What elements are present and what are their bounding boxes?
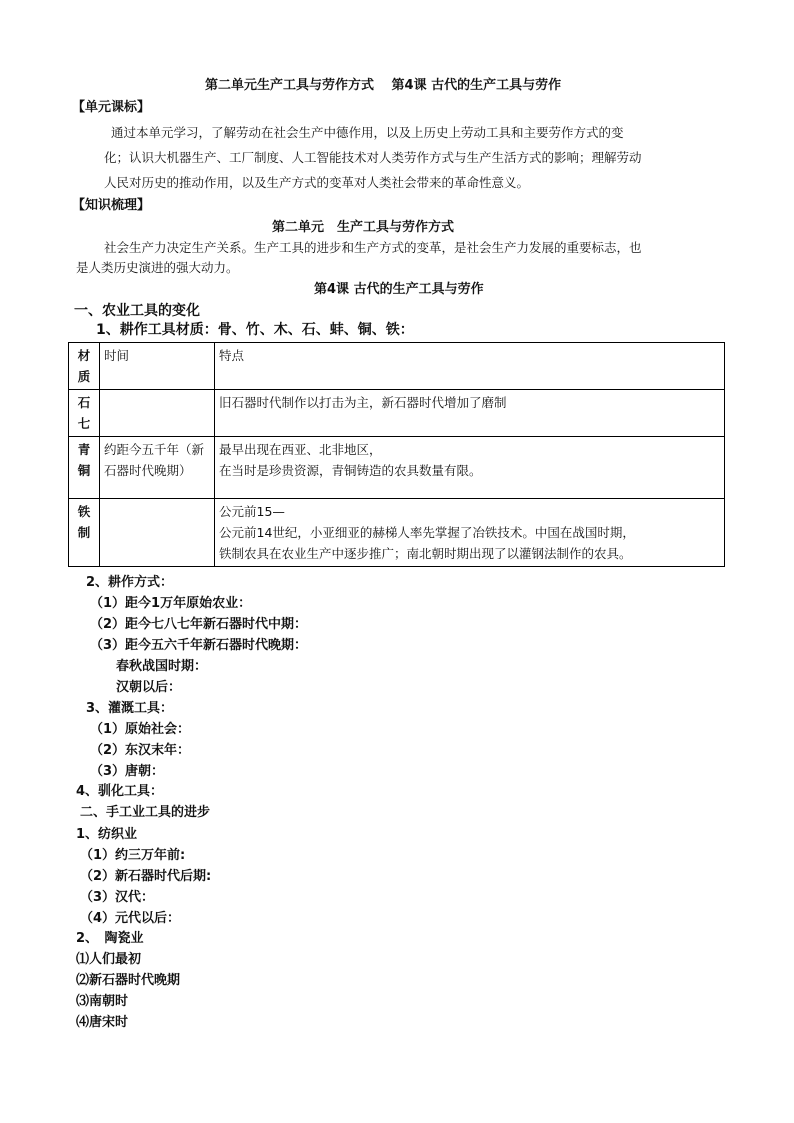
cell-time [100, 499, 215, 567]
page-title: 第二单元生产工具与劳作方式 第4课 古代的生产工具与劳作 [205, 78, 562, 93]
table-row [69, 390, 725, 437]
header-time: 时间 [100, 343, 215, 390]
feature-line [219, 501, 720, 522]
header-features: 特点 [215, 343, 725, 390]
feature-line: 在当时是珍贵资源，青铜铸造的农具数量有限。 [219, 463, 482, 478]
unit-intro-line: 是人类历史演进的强大动力。 [76, 260, 239, 275]
unit-intro-line: 社会生产力决定生产关系。生产工具的进步和生产方式的变革，是社会生产力发展的重要标志，也 [104, 240, 642, 255]
header-material: 材质 [69, 343, 100, 390]
table-row [69, 437, 725, 499]
unit-heading: 第二单元 生产工具与劳作方式 [272, 220, 455, 235]
section-title: 二、手工业工具的进步 [80, 805, 211, 820]
feature-line: 公元前14世纪，小亚细亚的赫梯人率先掌握了冶铁技术。中国在战国时期， [219, 525, 635, 540]
cell-features [215, 390, 725, 437]
sub-item: ⑷唐宋时 [76, 1015, 129, 1030]
feature-line: 旧石器时代制作以打击为主，新石器时代增加了磨制 [219, 395, 507, 410]
sub-item: ⑴人们最初 [76, 952, 142, 967]
cell-features [215, 437, 725, 499]
sub-item: （3）距今五六千年新石器时代晚期： [90, 638, 308, 653]
cell-time: 约距今五千年（新石器时代晚期） [100, 437, 215, 499]
section-title: 一、农业工具的变化 [74, 303, 200, 319]
unit-goal-line: 人民对历史的推动作用，以及生产方式的变革对人类社会带来的革命性意义。 [104, 175, 530, 190]
knowledge-label: 【知识梳理】 [72, 198, 151, 213]
cell-material: 铁制 [69, 499, 100, 567]
sub-item: （3）唐朝： [90, 764, 165, 779]
sub-item: ⑵新石器时代晚期 [76, 973, 181, 988]
cell-time [100, 390, 215, 437]
table-row [69, 499, 725, 567]
cell-material: 青铜 [69, 437, 100, 499]
sub-item: （3）汉代： [80, 890, 155, 905]
materials-table [68, 342, 725, 567]
item-heading: 4、驯化工具： [76, 784, 164, 799]
feature-text: 公元前15— [219, 504, 285, 519]
item-heading: 3、灌溉工具： [86, 701, 174, 716]
unit-goal-line: 通过本单元学习，了解劳动在社会生产中德作用，以及上历史上劳动工具和主要劳作方式的变 [111, 125, 624, 140]
item-heading: 1、耕作工具材质：骨、竹、木、石、蚌、铜、铁： [96, 322, 414, 338]
sub-item: ⑶南朝时 [76, 994, 129, 1009]
feature-line: 铁制农具在农业生产中逐步推广；南北朝时期出现了以灌钢法制作的农具。 [219, 546, 632, 561]
item-heading: 2、耕作方式： [86, 575, 174, 590]
sub-item: （2）距今七八七年新石器时代中期： [90, 617, 308, 632]
sub-item: （1）距今1万年原始农业： [90, 596, 252, 611]
sub-item: （4）元代以后： [80, 911, 181, 926]
sub-item: （2）东汉末年： [90, 743, 191, 758]
unit-goal-line: 化；认识大机器生产、工厂制度、人工智能技术对人类劳作方式与生产生活方式的影响；理解劳动 [104, 150, 642, 165]
item-heading: 1、纺织业 [76, 827, 138, 842]
unit-goal-label: 【单元课标】 [72, 100, 151, 115]
item-heading: 2、 陶瓷业 [76, 931, 144, 946]
sub-item: （2）新石器时代后期: [80, 869, 212, 884]
cell-features [215, 499, 725, 567]
lesson-heading: 第4课 古代的生产工具与劳作 [314, 282, 484, 297]
sub-item: 春秋战国时期： [116, 659, 208, 674]
table-header-row [69, 343, 725, 390]
sub-item: （1）约三万年前: [80, 848, 186, 863]
sub-item: （1）原始社会： [90, 722, 191, 737]
feature-line: 最早出现在西亚、北非地区， [219, 442, 382, 457]
cell-material: 石七 [69, 390, 100, 437]
sub-item: 汉朝以后： [116, 680, 182, 695]
